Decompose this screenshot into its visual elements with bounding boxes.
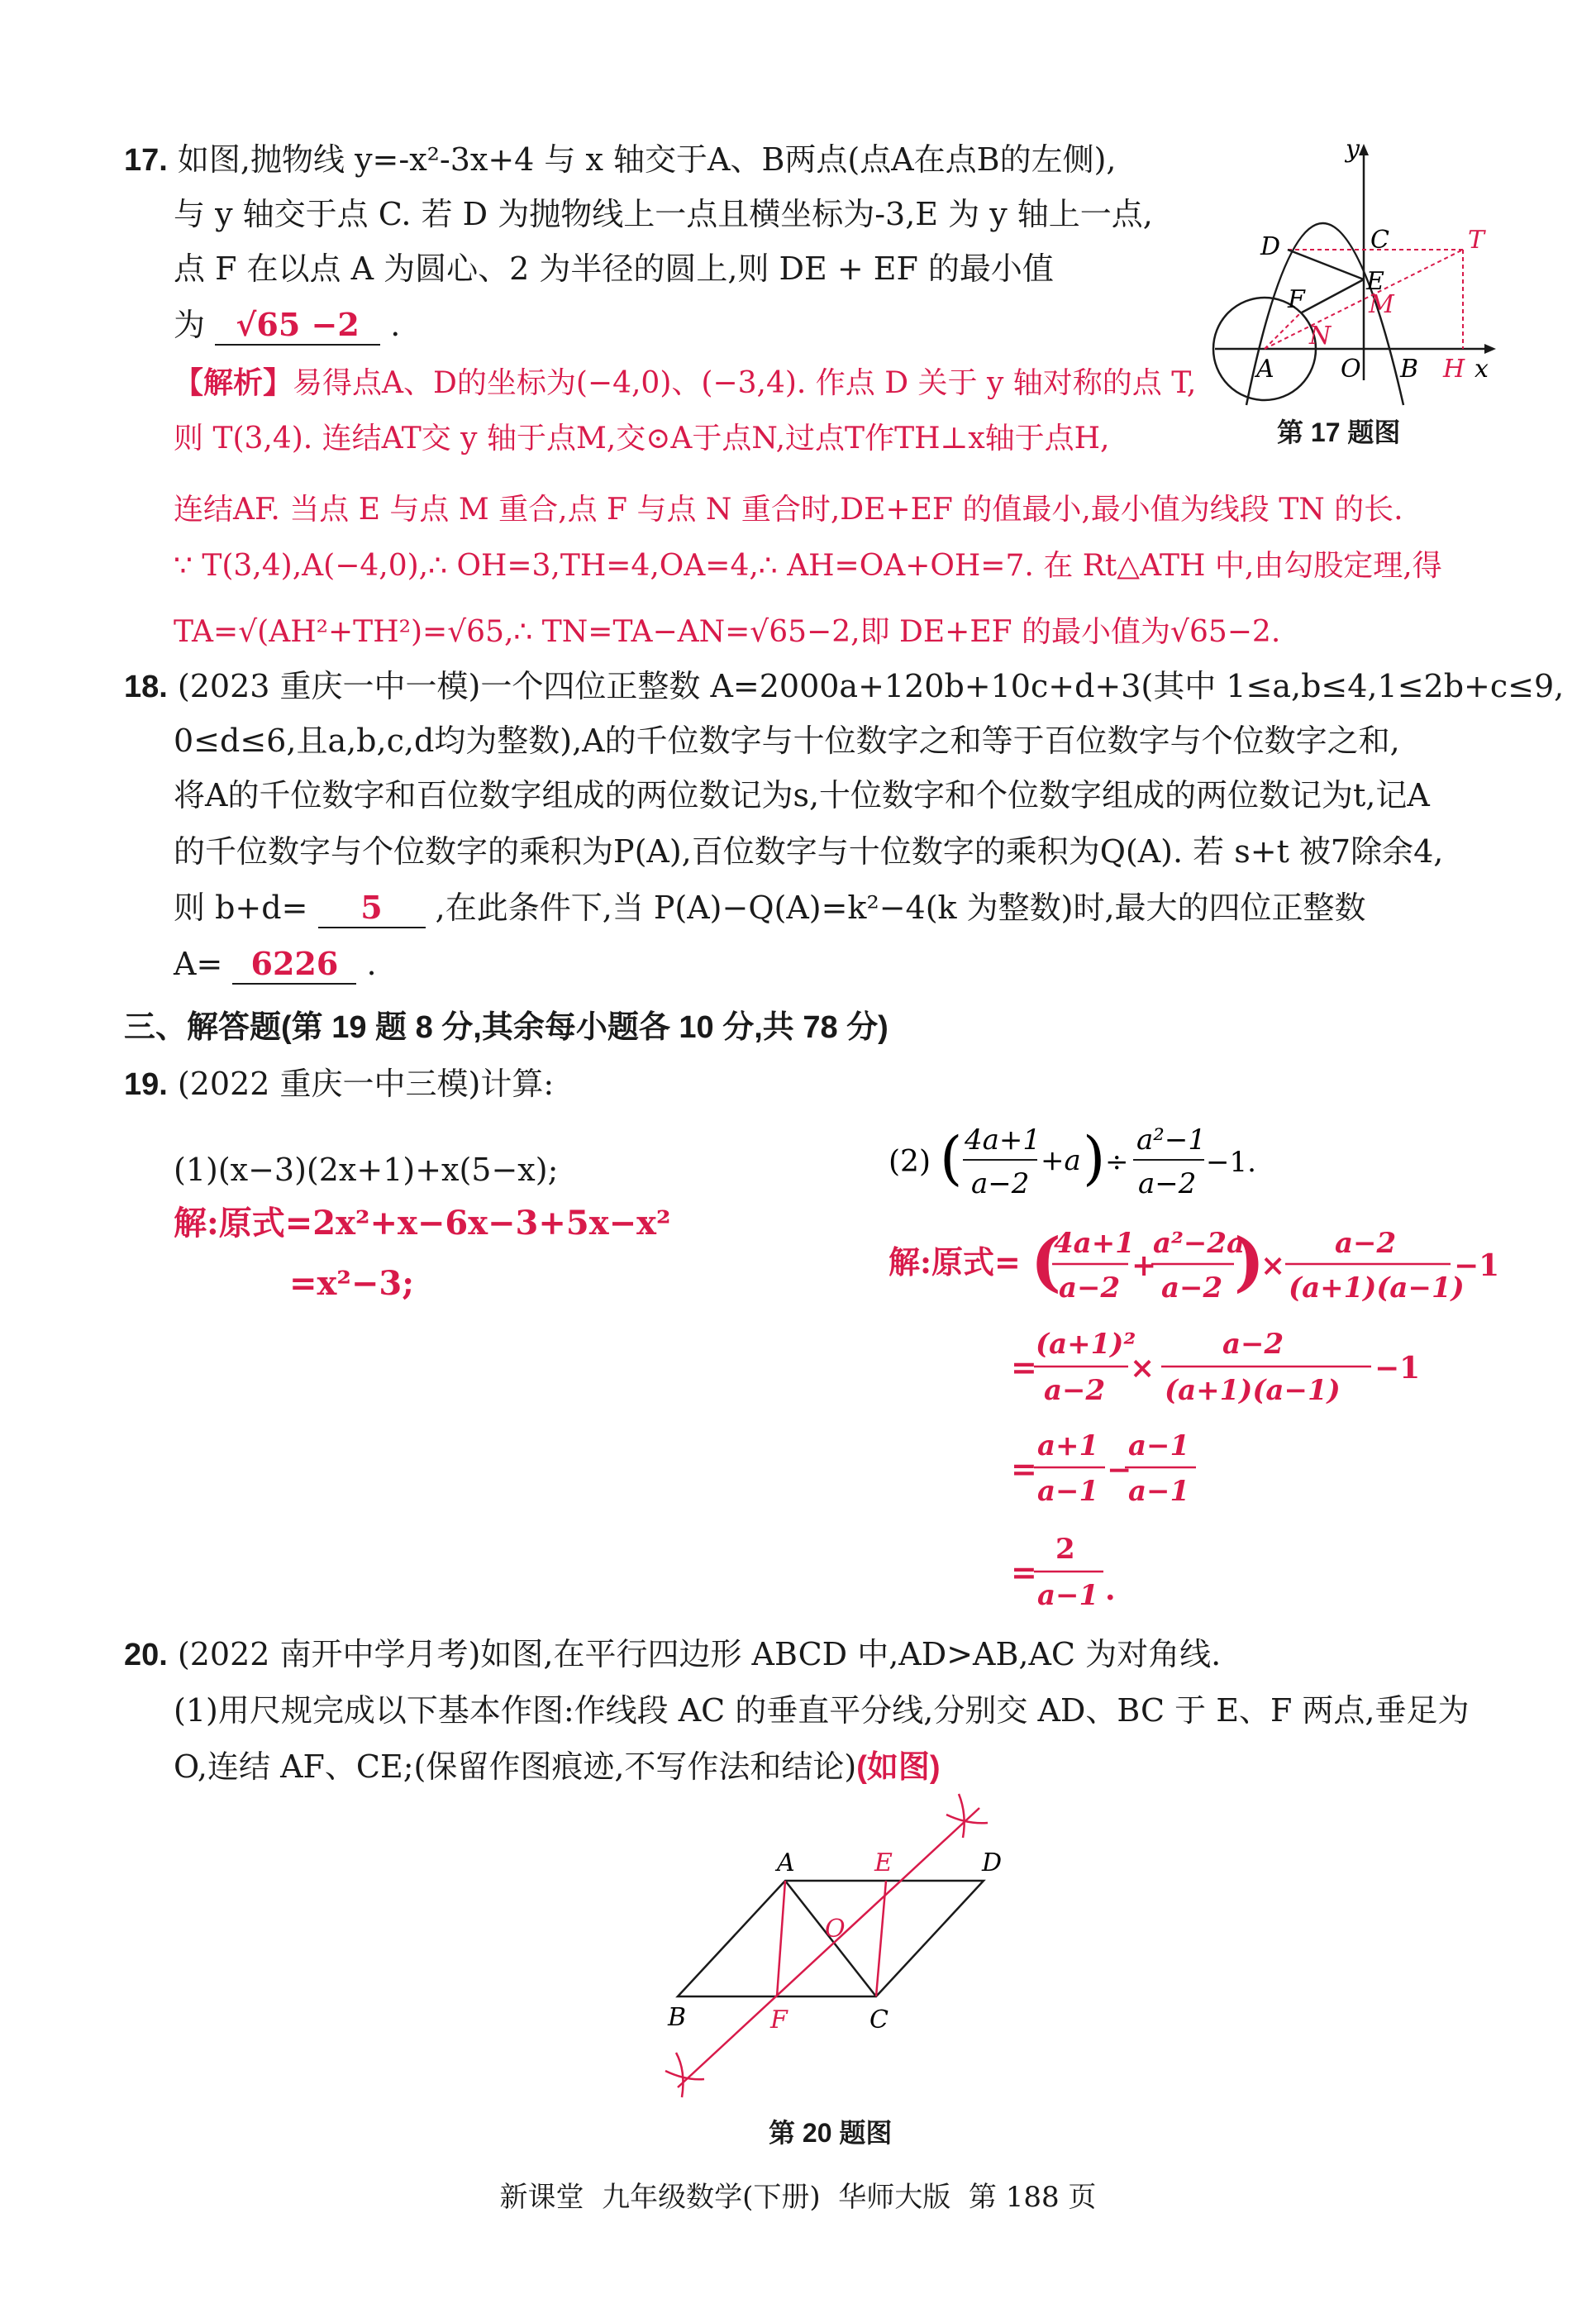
q17-analysis-tag: 【解析】 (174, 365, 293, 399)
q19-div: ÷ (1105, 1146, 1129, 1179)
q18-answer-1: 5 (318, 889, 426, 928)
q17-text-1: 如图,抛物线 y=-x²-3x+4 与 x 轴交于A、B两点(点A在点B的左侧), (177, 141, 1117, 178)
q18-line-5-prefix: 则 b+d= (174, 890, 308, 926)
q19-sol2-l1-den3: (a+1)(a−1) (1289, 1271, 1465, 1305)
q18-line-2: 0≤d≤6,且a,b,c,d均为整数),A的千位数字与十位数字之和等于百位数字与个位数字之和, (174, 723, 1400, 759)
q17-label-e: E (1366, 267, 1384, 296)
q17-line-4-prefix: 为 (174, 307, 206, 343)
q19-sol2-l4-period: . (1105, 1572, 1116, 1607)
q19-sol2-prefix: 解:原式= (889, 1243, 1021, 1281)
q19-sol2-l3-eq: = (1011, 1450, 1037, 1487)
q17-ef-line (1302, 279, 1364, 312)
q19-sol2-l2-num2: a−2 (1222, 1328, 1284, 1361)
q19-sol2-l1-den1: a−2 (1059, 1271, 1121, 1305)
q18-line-1 (124, 665, 1564, 708)
q19-sol2-l3-minus: − (1107, 1452, 1132, 1487)
q19-sol2 (889, 1211, 1517, 1633)
q19-sol2-l1-rparen: ) (1234, 1224, 1265, 1300)
q19-sol2-l1-den2: a−2 (1161, 1271, 1223, 1305)
q17-label-d: D (1260, 232, 1281, 261)
q19-frac2-den: a−2 (1138, 1167, 1197, 1200)
q19-intro-line (124, 1063, 554, 1105)
q18-number: 18. (124, 670, 168, 704)
q18-line-3: 将A的千位数字和百位数字组成的两位数记为s,十位数字和个位数字组成的两位数记为t,记A (174, 777, 1430, 813)
q18-line-5 (174, 887, 1366, 928)
q17-label-n: N (1309, 322, 1332, 351)
q17-line-3: 点 F 在以点 A 为圆心、2 为半径的圆上,则 DE + EF 的最小值 (174, 250, 1054, 287)
q17-label-c: C (1370, 226, 1389, 255)
q17-line-4 (174, 304, 400, 346)
question-18 (124, 665, 1565, 1004)
q17-y-arrow (1359, 144, 1369, 155)
q17-line-4-suffix: . (390, 307, 401, 343)
q18-line-4: 的千位数字与个位数字的乘积为P(A),百位数字与十位数字的乘积为Q(A). 若 s+t 被7除余4, (174, 833, 1444, 870)
q20-line-3-text: O,连结 AF、CE;(保留作图痕迹,不写作法和结论) (174, 1748, 857, 1785)
q18-line-6-suffix: . (366, 946, 377, 982)
q19-sol2-l3-den1: a−1 (1037, 1475, 1099, 1508)
q19-sol2-l2-mul: × (1130, 1351, 1155, 1386)
q19-sol2-l3-den2: a−1 (1128, 1475, 1190, 1508)
q18-text-1: (2023 重庆一中一模)一个四位正整数 A=2000a+120b+10c+d+3(其中 1≤a,b≤4,1≤2b+c≤9, (177, 668, 1565, 704)
q19-frac1-num: 4a+1 (965, 1123, 1041, 1157)
q19-sol2-l3-num2: a−1 (1128, 1429, 1190, 1462)
q19-part-2 (889, 1112, 1285, 1211)
q17-af-line (1265, 314, 1299, 349)
q19-sol1-line-1: 解:原式=2x²+x−6x−3+5x−x² (174, 1204, 671, 1243)
q18-line-6 (174, 943, 377, 985)
q19-sol2-l1-num2: a²−2a (1153, 1227, 1246, 1260)
q19-sol2-l1-plus: + (1131, 1248, 1157, 1283)
q17-analysis-line-4: ∵ T(3,4),A(−4,0),∴ OH=3,TH=4,OA=4,∴ AH=OA+OH=7. 在 Rt△ATH 中,由勾股定理,得 (174, 549, 1442, 583)
q17-de-line (1288, 250, 1364, 279)
q20-label-a: A (777, 1848, 795, 1877)
q17-label-o: O (1341, 355, 1361, 384)
q20-line-2: (1)用尺规完成以下基本作图:作线段 AC 的垂直平分线,分别交 AD、BC 于 E、F 两点,垂足为 (174, 1692, 1470, 1729)
q19-sol2-l2-num1: (a+1)² (1036, 1328, 1136, 1361)
q19-sol2-l1-tail: −1 (1454, 1248, 1500, 1283)
page-footer: 新课堂 九年级数学(下册) 华师大版 第 188 页 (499, 2181, 1097, 2214)
q17-analysis-line-1 (174, 362, 1196, 404)
q20-line-3-answer: (如图) (856, 1750, 941, 1785)
q17-analysis-line-3: 连结AF. 当点 E 与点 M 重合,点 F 与点 N 重合时,DE+EF 的值最小,最小值为线段 TN 的长. (174, 493, 1403, 527)
q17-answer: √65 −2 (215, 306, 380, 346)
q20-line-1 (124, 1634, 1221, 1676)
q18-line-5-suffix: ,在此条件下,当 P(A)−Q(A)=k²−4(k 为整数)时,最大的四位正整数 (435, 890, 1366, 926)
q20-label-f: F (770, 2006, 788, 2034)
q17-analysis-text-1: 易得点A、D的坐标为(−4,0)、(−3,4). 作点 D 关于 y 轴对称的点 T, (293, 366, 1197, 400)
q19-sol2-l1-num1: 4a+1 (1054, 1227, 1135, 1260)
section-3-title: 三、解答题(第 19 题 8 分,其余每小题各 10 分,共 78 分) (124, 1010, 889, 1045)
q19-lparen: ( (940, 1124, 963, 1192)
q17-label-t: T (1468, 226, 1485, 255)
q17-number: 17. (124, 143, 168, 178)
q17-label-m: M (1369, 290, 1394, 319)
q19-sol2-l2-den2: (a+1)(a−1) (1165, 1374, 1341, 1407)
q20-label-b: B (668, 2003, 687, 2032)
q19-sol2-l4-eq: = (1011, 1553, 1037, 1591)
q19-sol2-l2-den1: a−2 (1044, 1374, 1106, 1407)
q19-rparen: ) (1083, 1124, 1106, 1192)
q19-part2-tail: −1. (1206, 1146, 1256, 1179)
q17-line-1 (124, 139, 1117, 181)
q19-sol2-l2-eq: = (1011, 1348, 1037, 1386)
q20-segment-af (777, 1881, 785, 1996)
q19-intro: (2022 重庆一中三模)计算: (177, 1066, 555, 1102)
q19-sol1-line-2: =x²−3; (289, 1264, 414, 1303)
q17-label-x: x (1475, 355, 1489, 384)
q17-label-h: H (1443, 355, 1465, 384)
q17-label-f: F (1288, 285, 1305, 314)
q19-part2-label: (2) (889, 1145, 931, 1179)
q20-label-d: D (982, 1848, 1003, 1877)
q17-line-2: 与 y 轴交于点 C. 若 D 为抛物线上一点且横坐标为-3,E 为 y 轴上一点, (174, 196, 1153, 232)
q18-answer-2: 6226 (232, 945, 356, 985)
q19-part-1: (1)(x−3)(2x+1)+x(5−x); (174, 1152, 559, 1188)
q19-sol2-l3-num1: a+1 (1037, 1429, 1099, 1462)
q20-figure-caption: 第 20 题图 (769, 2118, 893, 2148)
q17-figure-caption: 第 17 题图 (1277, 417, 1401, 447)
q19-sol2-l1-lparen: ( (1031, 1224, 1061, 1300)
q20-label-c: C (869, 2006, 889, 2034)
q20-figure (653, 1790, 1050, 2112)
q19-sol2-l4-num: 2 (1055, 1533, 1075, 1566)
q20-arc-bot-1 (665, 2071, 704, 2079)
q20-line-3 (174, 1746, 941, 1788)
q20-label-e: E (874, 1848, 893, 1877)
q20-number: 20. (124, 1638, 168, 1672)
q19-sol2-l1-mul: × (1260, 1248, 1286, 1283)
q17-analysis-line-5: TA=√(AH²+TH²)=√65,∴ TN=TA−AN=√65−2,即 DE+EF 的最小值为√65−2. (174, 615, 1281, 649)
q20-arc-top-2 (959, 1794, 965, 1838)
q20-text-1: (2022 南开中学月考)如图,在平行四边形 ABCD 中,AD>AB,AC 为对角线. (177, 1636, 1222, 1672)
q19-sol2-l4-den: a−1 (1037, 1579, 1099, 1612)
q19-sol2-l1-num3: a−2 (1335, 1227, 1397, 1260)
q19-term-a: +a (1041, 1144, 1081, 1177)
q19-frac2-num: a²−1 (1136, 1123, 1207, 1157)
q18-line-6-prefix: A= (174, 946, 223, 982)
q19-number: 19. (124, 1067, 168, 1102)
q17-analysis-line-2: 则 T(3,4). 连结AT交 y 轴于点M,交⊙A于点N,过点T作TH⊥x轴于点H, (174, 422, 1110, 456)
q17-label-y: y (1346, 135, 1360, 164)
q19-frac1-den: a−2 (971, 1167, 1030, 1200)
q20-label-o: O (825, 1915, 846, 1944)
q19-sol2-l2-tail: −1 (1374, 1351, 1421, 1386)
q17-label-b: B (1400, 355, 1419, 384)
q17-x-arrow (1484, 344, 1496, 354)
q17-label-a: A (1256, 355, 1274, 384)
